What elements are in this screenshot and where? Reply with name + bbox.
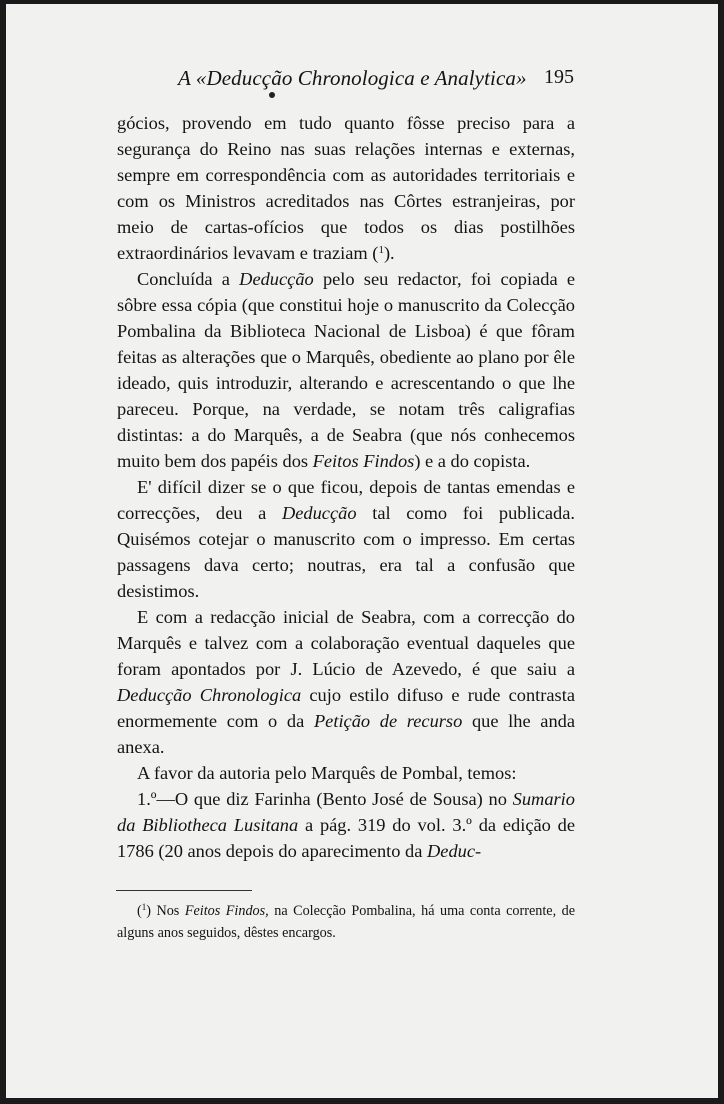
footnote-ref: 1 <box>378 244 384 256</box>
footnote: ($^1$) Nos Feitos Findos, na Colecção Pombalina, há uma conta corrente, de alguns anos seguidos, dêstes encargos. <box>117 902 576 941</box>
footnote-mark: 1 <box>141 902 147 912</box>
footnote-divider <box>116 890 252 891</box>
ink-dot <box>269 92 275 98</box>
book-page <box>6 4 718 1098</box>
paragraph-5: A favor da autoria pelo Marquês de Pombal, temos: <box>137 763 517 783</box>
paragraph-2: Concluída a Deducção pelo seu redactor, foi copiada e sôbre essa cópia (que constitui hoje o manuscrito da Colecção Pombalina da Biblioteca Nacional de Lisboa) é que fôram feitas as alterações que o Marquês, obediente ao plano por êle ideado, quis introduzir, alterando e acrescentando o que lhe pareceu. Porque, na verdade, se notam três caligrafias distintas: a do Marquês, a de Seabra (que nós conhecemos muito bem dos papéis dos Feitos Findos) e a do copista. <box>117 269 576 471</box>
paragraph-4: E com a redacção inicial de Seabra, com a correcção do Marquês e talvez com a colaboração eventual daqueles que foram apontados por J. Lúcio de Azevedo, é que saiu a Deducção Chronologica cujo estilo difuso e rude contrasta enormemente com o da Petição de recurso que lhe anda anexa. <box>117 607 576 757</box>
running-header <box>178 66 578 96</box>
paragraph-6: 1.º—O que diz Farinha (Bento José de Sousa) no Sumario da Bibliotheca Lusitana a pág. 319 do vol. 3.º da edição de 1786 (20 anos depois do aparecimento da Deduc- <box>117 789 576 861</box>
body-text <box>117 110 575 864</box>
page-number: 195 <box>544 66 574 88</box>
paragraph-3: E' difícil dizer se o que ficou, depois de tantas emendas e correcções, deu a Deducção tal como foi publicada. Quisémos cotejar o manuscrito com o impresso. Em certas passagens dava certo; noutras, era tal a confusão que desistimos. <box>117 477 575 601</box>
paragraph-1: gócios, provendo em tudo quanto fôsse preciso para a segurança do Reino nas suas relações internas e externas, sempre em correspondência com as autoridades territoriais e com os Ministros acreditados nas Côrtes estranjeiras, por meio de cartas-ofícios que todos os dias postilhões extraordinários levavam e traziam ($^1$). <box>117 113 575 263</box>
running-title: A «Deducção Chronologica e Analytica» <box>178 66 527 90</box>
